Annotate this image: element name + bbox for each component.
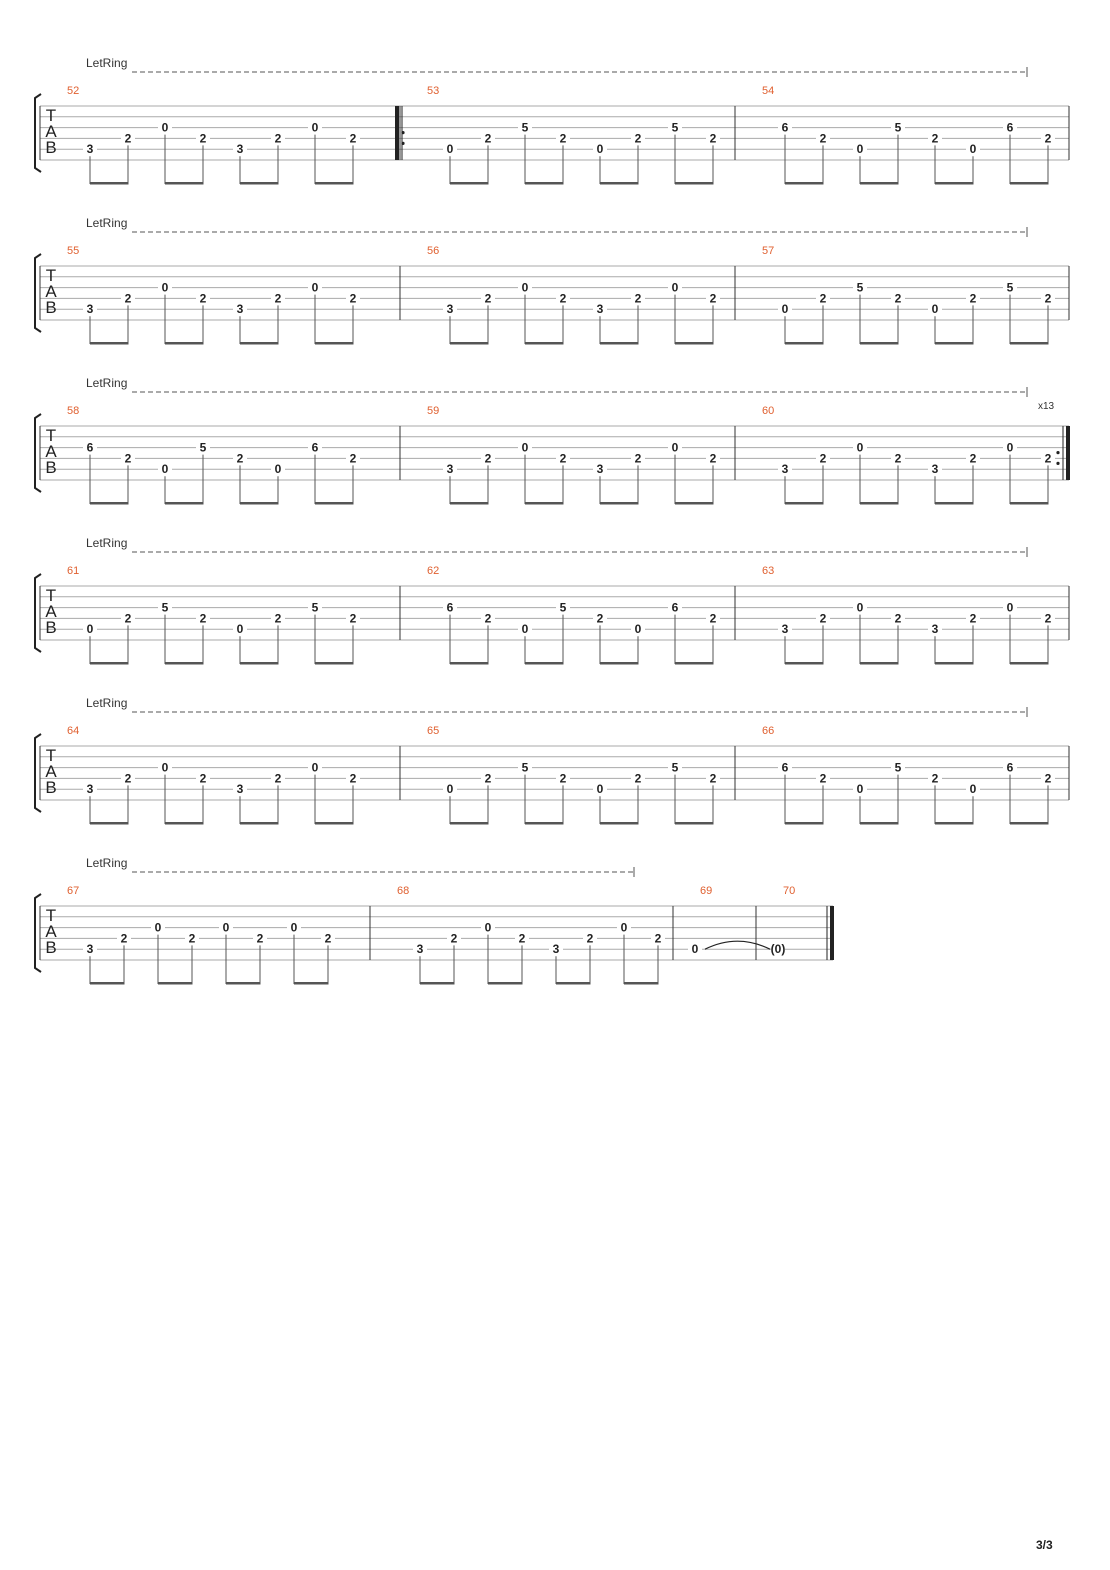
fret-number: 0 [222,920,230,935]
fret-number: 3 [236,142,244,157]
fret-number: 3 [446,302,454,317]
fret-number: 0 [596,782,604,797]
fret-number: 3 [552,942,560,957]
fret-number: 2 [634,451,642,466]
fret-number: 6 [1006,120,1014,135]
fret-number: 5 [161,600,169,615]
beam [240,342,279,345]
fret-number: 0 [634,622,642,637]
beam [860,342,899,345]
measure-number: 69 [700,885,713,897]
beam [624,982,659,985]
fret-number: 0 [311,760,319,775]
fret-number: 0 [856,782,864,797]
repeat-dot [401,131,404,134]
tab-clef-letter: A [45,282,57,301]
beam [315,342,354,345]
fret-number: 0 [521,280,529,295]
measure-number: 66 [762,725,775,737]
fret-number: 2 [819,291,827,306]
beam [600,342,639,345]
beam [525,502,564,505]
beam [675,502,714,505]
tab-clef-letter: B [45,298,57,317]
fret-number: 2 [586,931,594,946]
measure-number: 67 [67,885,80,897]
tab-clef-letter: T [45,106,57,125]
fret-number: 2 [199,771,207,786]
fret-number: 0 [691,942,699,957]
beam [1010,502,1049,505]
beam [450,822,489,825]
fret-number: 0 [161,760,169,775]
fret-number: 2 [188,931,196,946]
beam [1010,662,1049,665]
beam [1010,342,1049,345]
fret-number: 0 [856,440,864,455]
fret-number: 2 [236,451,244,466]
fret-number: 5 [521,120,529,135]
beam [1010,822,1049,825]
beam [525,342,564,345]
beam [600,182,639,185]
fret-number: 2 [894,611,902,626]
tab-clef-letter: T [45,746,57,765]
let-ring-label: LetRing [86,56,128,70]
beam [675,342,714,345]
beam [165,822,204,825]
tab-clef-letter: T [45,586,57,605]
beam [600,662,639,665]
fret-number: 0 [671,440,679,455]
beam [785,822,824,825]
tab-clef-letter: A [45,122,57,141]
beam [675,822,714,825]
fret-number: 3 [446,462,454,477]
beam [1010,182,1049,185]
fret-number: 3 [86,142,94,157]
measure-number: 58 [67,405,80,417]
fret-number: 2 [1044,131,1052,146]
tab-system [35,216,1069,345]
beam [165,342,204,345]
beam [525,662,564,665]
let-ring-label: LetRing [86,696,128,710]
beam [785,342,824,345]
tab-clef-letter: T [45,426,57,445]
fret-number: 2 [256,931,264,946]
fret-number: 0 [86,622,94,637]
fret-number: 2 [484,611,492,626]
let-ring-label: LetRing [86,216,128,230]
beam [165,182,204,185]
fret-number: 2 [931,131,939,146]
let-ring-label: LetRing [86,376,128,390]
repeat-dot [401,142,404,145]
tab-clef-letter: A [45,602,57,621]
beam [226,982,261,985]
beam [294,982,329,985]
fret-number: 2 [654,931,662,946]
fret-number: 0 [1006,440,1014,455]
beam [935,342,974,345]
fret-number: 2 [709,291,717,306]
fret-number: 2 [349,291,357,306]
fret-number: 0 [521,622,529,637]
beam [525,182,564,185]
tab-system [35,376,1070,505]
tab-clef-letter: B [45,938,57,957]
beam [935,822,974,825]
tab-system [35,56,1069,185]
fret-number: 0 [931,302,939,317]
beam [240,182,279,185]
fret-number: 2 [819,771,827,786]
fret-number: 0 [446,782,454,797]
beam [240,502,279,505]
fret-number: 5 [559,600,567,615]
beam [90,822,129,825]
measure-number: 59 [427,405,440,417]
fret-number: 5 [199,440,207,455]
fret-number: 3 [86,942,94,957]
fret-number: 2 [559,451,567,466]
tab-system [35,856,834,985]
repeat-end-thick-bar [1066,426,1070,480]
beam [450,502,489,505]
fret-number: 2 [709,131,717,146]
fret-number: 2 [709,451,717,466]
fret-number: (0) [770,942,786,957]
fret-number: 5 [311,600,319,615]
fret-number: 2 [559,291,567,306]
fret-number: 2 [894,291,902,306]
tab-clef-letter: B [45,138,57,157]
fret-number: 2 [274,131,282,146]
fret-number: 3 [236,782,244,797]
fret-number: 5 [1006,280,1014,295]
fret-number: 3 [781,462,789,477]
fret-number: 0 [620,920,628,935]
fret-number: 0 [969,142,977,157]
fret-number: 0 [856,600,864,615]
fret-number: 2 [931,771,939,786]
fret-number: 3 [931,622,939,637]
beam [556,982,591,985]
beam [240,662,279,665]
tab-clef-letter: T [45,266,57,285]
page-number: 3/3 [1036,1538,1053,1552]
tab-clef-letter: B [45,458,57,477]
fret-number: 0 [311,280,319,295]
fret-number: 3 [416,942,424,957]
measure-number: 54 [762,85,775,97]
beam [860,182,899,185]
fret-number: 2 [969,611,977,626]
fret-number: 2 [1044,771,1052,786]
tab-clef-letter: A [45,442,57,461]
fret-number: 2 [1044,611,1052,626]
fret-number: 3 [236,302,244,317]
fret-number: 2 [349,131,357,146]
measure-number: 64 [67,725,80,737]
fret-number: 2 [324,931,332,946]
fret-number: 0 [236,622,244,637]
fret-number: 0 [969,782,977,797]
fret-number: 5 [521,760,529,775]
beam [935,182,974,185]
beam [675,662,714,665]
beam [420,982,455,985]
let-ring-label: LetRing [86,856,128,870]
fret-number: 2 [349,771,357,786]
measure-number: 70 [783,885,796,897]
fret-number: 3 [596,462,604,477]
fret-number: 2 [124,611,132,626]
fret-number: 5 [894,120,902,135]
beam [90,502,129,505]
tie-arc [705,941,770,949]
fret-number: 0 [781,302,789,317]
beam [165,662,204,665]
beam [675,182,714,185]
beam [240,822,279,825]
beam [315,182,354,185]
beam [785,662,824,665]
measure-number: 65 [427,725,440,737]
beam [315,502,354,505]
fret-number: 2 [484,771,492,786]
let-ring-label: LetRing [86,536,128,550]
fret-number: 2 [199,131,207,146]
measure-number: 52 [67,85,80,97]
fret-number: 0 [484,920,492,935]
beam [315,822,354,825]
fret-number: 0 [596,142,604,157]
beam [90,342,129,345]
beam [785,182,824,185]
beam [90,662,129,665]
fret-number: 2 [349,451,357,466]
beam [158,982,193,985]
beam [488,982,523,985]
fret-number: 2 [969,451,977,466]
measure-number: 55 [67,245,80,257]
fret-number: 2 [709,611,717,626]
beam [860,502,899,505]
fret-number: 2 [969,291,977,306]
beam [315,662,354,665]
fret-number: 0 [671,280,679,295]
fret-number: 2 [819,611,827,626]
fret-number: 5 [856,280,864,295]
fret-number: 6 [781,760,789,775]
measure-number: 63 [762,565,775,577]
fret-number: 3 [596,302,604,317]
fret-number: 5 [671,120,679,135]
beam [450,662,489,665]
beam [90,982,125,985]
beam [165,502,204,505]
measure-number: 60 [762,405,775,417]
measure-number: 62 [427,565,440,577]
fret-number: 2 [124,291,132,306]
fret-number: 2 [484,131,492,146]
repeat-dot [1056,462,1059,465]
beam [785,502,824,505]
fret-number: 3 [86,302,94,317]
tab-clef-letter: B [45,778,57,797]
fret-number: 2 [559,771,567,786]
fret-number: 2 [894,451,902,466]
beam [450,342,489,345]
fret-number: 2 [199,611,207,626]
final-thick-bar [830,906,834,960]
fret-number: 2 [274,771,282,786]
fret-number: 2 [819,451,827,466]
fret-number: 6 [781,120,789,135]
fret-number: 0 [161,280,169,295]
measure-number: 68 [397,885,410,897]
measure-number: 56 [427,245,440,257]
beam [525,822,564,825]
fret-number: 2 [484,451,492,466]
beam [860,662,899,665]
tab-system [35,536,1069,665]
fret-number: 2 [634,131,642,146]
measure-number: 61 [67,565,80,577]
fret-number: 0 [274,462,282,477]
beam [450,182,489,185]
fret-number: 2 [274,611,282,626]
fret-number: 6 [311,440,319,455]
tab-clef-letter: T [45,906,57,925]
fret-number: 6 [1006,760,1014,775]
fret-number: 3 [781,622,789,637]
fret-number: 2 [634,771,642,786]
fret-number: 3 [931,462,939,477]
measure-number: 57 [762,245,775,257]
fret-number: 0 [856,142,864,157]
fret-number: 2 [349,611,357,626]
repeat-start-thick-bar [395,106,399,160]
tab-clef-letter: A [45,762,57,781]
fret-number: 6 [446,600,454,615]
beam [600,502,639,505]
fret-number: 0 [446,142,454,157]
tab-clef-letter: A [45,922,57,941]
beam [860,822,899,825]
fret-number: 2 [120,931,128,946]
fret-number: 2 [124,131,132,146]
beam [935,502,974,505]
fret-number: 2 [518,931,526,946]
beam [600,822,639,825]
repeat-dot [1056,451,1059,454]
fret-number: 2 [124,451,132,466]
fret-number: 2 [559,131,567,146]
fret-number: 2 [199,291,207,306]
fret-number: 0 [1006,600,1014,615]
beam [90,182,129,185]
fret-number: 6 [671,600,679,615]
fret-number: 2 [1044,451,1052,466]
repeat-count: x13 [1038,401,1055,412]
tab-clef-letter: B [45,618,57,637]
fret-number: 6 [86,440,94,455]
fret-number: 3 [86,782,94,797]
fret-number: 2 [634,291,642,306]
fret-number: 5 [671,760,679,775]
fret-number: 2 [819,131,827,146]
fret-number: 2 [274,291,282,306]
fret-number: 0 [161,120,169,135]
beam [935,662,974,665]
fret-number: 0 [161,462,169,477]
fret-number: 2 [484,291,492,306]
fret-number: 0 [154,920,162,935]
fret-number: 2 [1044,291,1052,306]
fret-number: 2 [450,931,458,946]
fret-number: 5 [894,760,902,775]
fret-number: 0 [290,920,298,935]
fret-number: 2 [596,611,604,626]
fret-number: 0 [521,440,529,455]
tab-system [35,696,1069,825]
measure-number: 53 [427,85,440,97]
fret-number: 0 [311,120,319,135]
fret-number: 2 [124,771,132,786]
fret-number: 2 [709,771,717,786]
